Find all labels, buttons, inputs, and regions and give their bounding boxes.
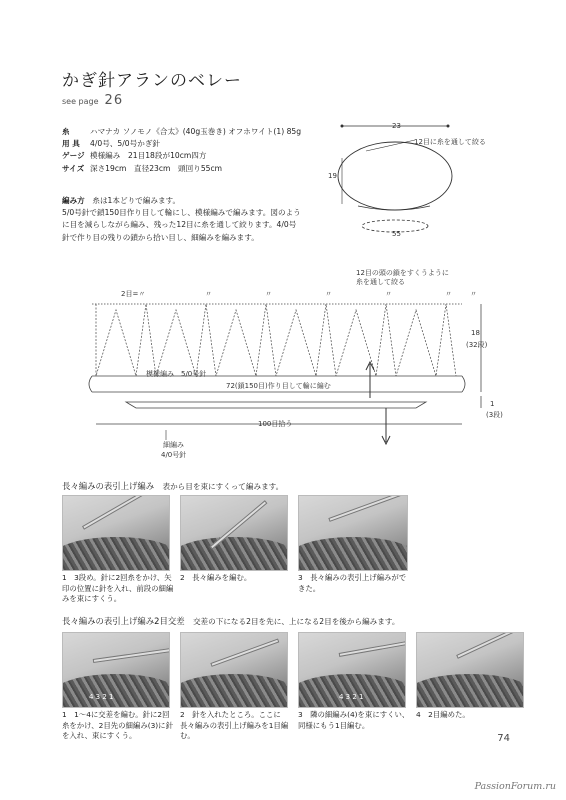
dim-endpoint — [341, 125, 344, 128]
beret-outline — [338, 142, 452, 210]
step-text: 針を入れたところ。ここに長々編みの表引上げ編みを1目編む。 — [180, 710, 289, 740]
decrease-mark: 〃 — [385, 290, 392, 298]
height-label: 18 — [471, 329, 480, 337]
spec-key: 用 具 — [62, 139, 80, 149]
sc-needle-label: 4/0号針 — [161, 451, 187, 459]
step-caption — [62, 573, 174, 605]
dim-endpoint — [447, 125, 450, 128]
beret-circumference-label: 55 — [392, 230, 401, 238]
step-number: 2 — [180, 710, 185, 719]
step-number: 3 — [298, 573, 303, 582]
step-caption — [62, 710, 174, 742]
step-number: 1 — [62, 710, 67, 719]
decrease-mark: 〃 — [265, 290, 272, 298]
crochet-hook — [339, 641, 406, 657]
spec-value: 模様編み 21目18段が10cm四方 — [90, 151, 207, 161]
spec-row — [62, 163, 320, 175]
step-caption — [180, 573, 292, 584]
band-shape — [126, 402, 426, 408]
section1-desc: 表から目を束にすくって編みます。 — [162, 482, 284, 491]
spec-row — [62, 126, 320, 138]
crochet-fabric — [62, 537, 170, 571]
pickup-label: 100目拾う — [258, 420, 293, 428]
crochet-fabric — [298, 674, 406, 708]
step-text: 隣の細編み(4)を束にすくい、同様にもう1目編む。 — [298, 710, 410, 730]
crochet-fabric — [180, 674, 288, 708]
step-caption — [298, 573, 410, 594]
method-heading: 編み方 — [62, 196, 85, 205]
stitch-markers: 4 3 2 1 — [89, 693, 114, 701]
see-page-number: 26 — [104, 93, 124, 108]
spec-row — [62, 150, 320, 162]
spec-value: 4/0号、5/0号かぎ針 — [90, 139, 161, 149]
decrease-mark: 〃 — [445, 290, 452, 298]
cast-on-label: 72(鎖150目)作り目して輪に編む — [226, 382, 331, 390]
step-number: 4 — [416, 710, 421, 719]
crochet-hook — [456, 632, 519, 659]
spec-key: サイズ — [62, 163, 85, 173]
decrease-mark: 〃 — [325, 290, 332, 298]
crochet-fabric — [62, 674, 170, 708]
crochet-fabric — [180, 537, 288, 571]
crochet-hook — [328, 495, 405, 522]
height-rows-label: (32段) — [466, 341, 488, 349]
chart-gather-label: 12目の頭の鎖をすくうように 糸を通して絞る — [356, 269, 449, 286]
sc-label: 細編み — [163, 441, 184, 449]
section2-heading: 長々編みの表引上げ編み2目交差 — [62, 616, 185, 626]
step-text: 2目編めた。 — [428, 710, 470, 719]
crochet-fabric — [416, 674, 524, 708]
beret-width-label: 23 — [392, 122, 401, 130]
step-text: 3段め。針に2回糸をかけ、矢印の位置に針を入れ、前段の細編みを束にすくう。 — [62, 573, 174, 603]
method-body: 5/0号針で鎖150目作り目して輪にし、模様編みで編みます。図のように目を減らしながら編み、残った12目に糸を通して絞ります。4/0号針で作り目の残りの鎖から拾い目し、細編みを編みます。 — [62, 208, 301, 242]
crochet-hook — [210, 638, 279, 666]
page-number: 74 — [497, 733, 510, 744]
edge-curve — [89, 376, 92, 392]
beret-gather-label: 12目に糸を通して絞る — [414, 138, 486, 146]
see-page-label: see page — [62, 97, 99, 106]
edge-curve — [462, 376, 465, 392]
decrease-wedges — [96, 304, 456, 376]
see-page-ref — [62, 93, 123, 108]
band-rows-label: (3段) — [486, 411, 503, 419]
beret-depth-label: 19 — [328, 172, 337, 180]
step-text: 長々編みを編む。 — [192, 573, 252, 582]
step-caption — [298, 710, 410, 731]
crochet-hook — [82, 495, 155, 530]
step-number: 2 — [180, 573, 185, 582]
first-decrease-label: 2目=〃 — [121, 290, 146, 298]
section1-title — [62, 480, 283, 492]
step-photo — [180, 632, 288, 708]
crochet-hook — [93, 648, 170, 663]
spec-key: ゲージ — [62, 151, 85, 161]
materials-list — [62, 126, 320, 175]
stitch-markers: 4 3 2 1 — [339, 693, 364, 701]
section2-title — [62, 615, 399, 627]
decrease-mark: 〃 — [205, 290, 212, 298]
step-photo — [62, 632, 170, 708]
step-number: 1 — [62, 573, 67, 582]
step-text: 1～4に交差を編む。針に2回糸をかけ、2目先の細編み(3)に針を入れ、束にすくう。 — [62, 710, 173, 740]
step-caption — [180, 710, 292, 742]
decrease-mark: 〃 — [470, 290, 477, 298]
step-photo — [298, 632, 406, 708]
spec-value: 深さ19cm 直径23cm 頭回り55cm — [90, 163, 223, 173]
spec-key: 糸 — [62, 127, 70, 136]
step-number: 3 — [298, 710, 303, 719]
step-photo — [62, 495, 170, 571]
section1-heading: 長々編みの表引上げ編み — [62, 481, 155, 491]
step-photo — [416, 632, 524, 708]
crochet-fabric — [298, 537, 408, 571]
method-instructions — [62, 195, 302, 244]
spec-row — [62, 138, 320, 150]
band-height-label: 1 — [490, 400, 495, 408]
spec-value: ハマナカ ソノモノ《合太》(40g玉巻き) オフホワイト(1) 85g — [90, 127, 302, 136]
section2-desc: 交差の下になる2目を先に、上になる2目を後から編みます。 — [192, 617, 400, 626]
page-title: かぎ針アランのベレー — [62, 71, 242, 91]
step-caption — [416, 710, 522, 721]
step-photo — [298, 495, 408, 571]
pattern-stitch-label: 模様編み 5/0号針 — [146, 370, 207, 378]
step-photo — [180, 495, 288, 571]
step-text: 長々編みの表引上げ編みができた。 — [298, 573, 407, 593]
watermark: PassionForum.ru — [474, 781, 556, 792]
method-heading-rest: 糸は1本どりで編みます。 — [92, 196, 181, 205]
